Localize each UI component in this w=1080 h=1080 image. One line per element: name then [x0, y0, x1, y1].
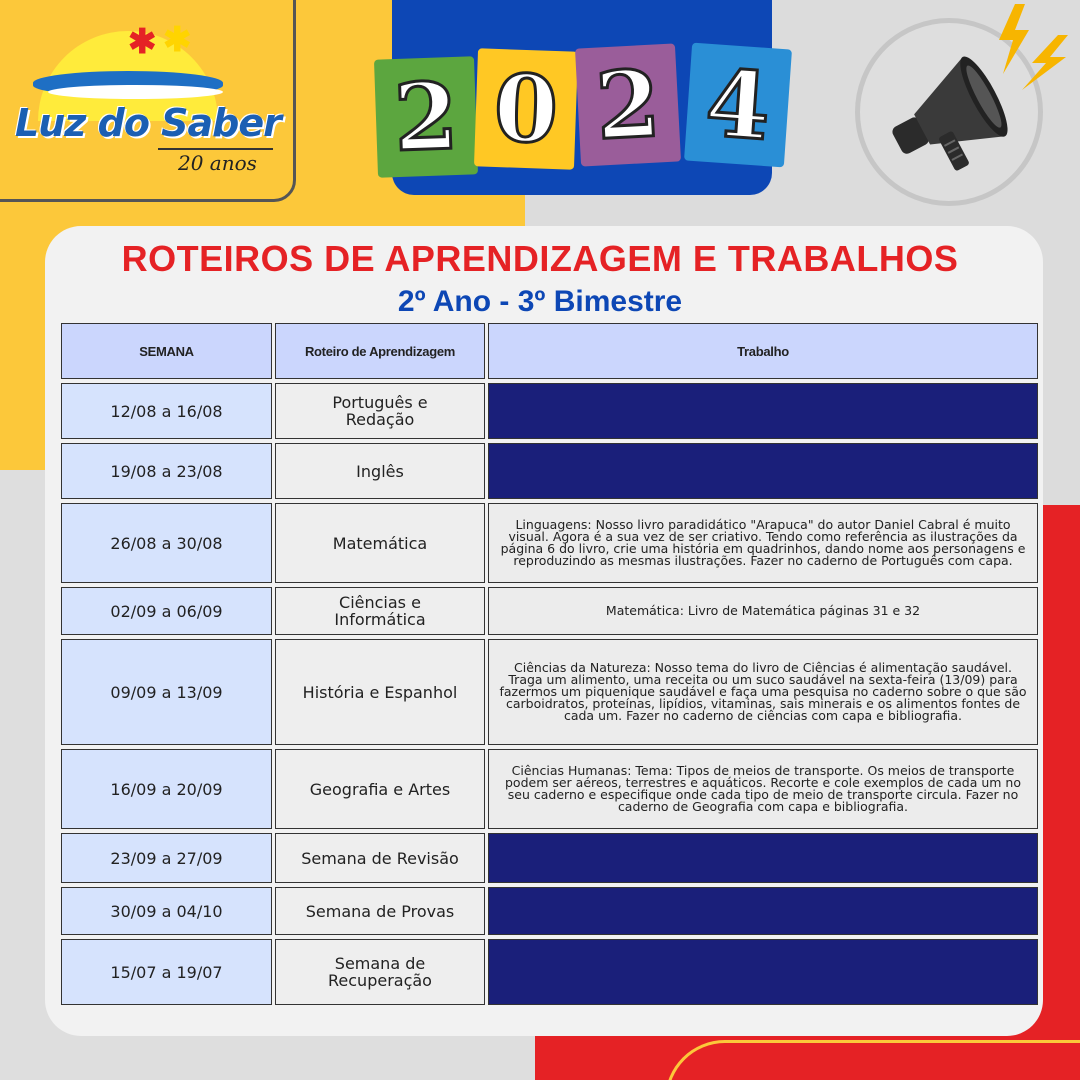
- year-digit: 4: [684, 43, 792, 168]
- subject-cell: Semana de Provas: [275, 887, 485, 935]
- year-digit: 2: [374, 56, 478, 177]
- column-header-assignment: Trabalho: [488, 323, 1038, 379]
- column-header-week: SEMANA: [61, 323, 272, 379]
- child-figure-icon: ✱: [128, 23, 157, 61]
- column-header-learning-path: Roteiro de Aprendizagem: [275, 323, 485, 379]
- assignment-cell: [488, 443, 1038, 499]
- page-title: ROTEIROS DE APRENDIZAGEM E TRABALHOS: [121, 238, 959, 279]
- subject-cell: Semana de Recuperação: [275, 939, 485, 1005]
- subject-cell: Matemática: [275, 503, 485, 583]
- assignment-cell: Ciências Humanas: Tema: Tipos de meios de transporte. Os meios de transporte podem ser aéreos, terrestres e aquáticos. Recorte e cole exemplos de cada um no seu caderno e especifique onde cada tipo de meio de transporte circula. Fazer no caderno de Geografia com capa e bibliografia.: [488, 749, 1038, 829]
- subject-cell: História e Espanhol: [275, 639, 485, 745]
- week-cell: 19/08 a 23/08: [61, 443, 272, 499]
- week-cell: 12/08 a 16/08: [61, 383, 272, 439]
- child-figure-icon: ✱: [163, 21, 192, 59]
- lightning-bolt-icon: [1018, 35, 1070, 90]
- week-cell: 23/09 a 27/09: [61, 833, 272, 883]
- week-cell: 09/09 a 13/09: [61, 639, 272, 745]
- logo-name: Luz do Saber: [15, 101, 281, 145]
- year-digit: 0: [474, 48, 578, 169]
- logo: [0, 0, 296, 202]
- subject-cell: Geografia e Artes: [275, 749, 485, 829]
- assignment-cell: [488, 833, 1038, 883]
- week-cell: 16/09 a 20/09: [61, 749, 272, 829]
- assignment-cell: [488, 887, 1038, 935]
- page-subtitle: 2º Ano - 3º Bimestre: [397, 285, 683, 318]
- week-cell: 26/08 a 30/08: [61, 503, 272, 583]
- assignment-cell: [488, 383, 1038, 439]
- decorative-curve: [665, 1040, 1080, 1080]
- logo-tagline: 20 anos: [178, 151, 257, 175]
- assignment-cell: Matemática: Livro de Matemática páginas 31 e 32: [488, 587, 1038, 635]
- subject-cell: Ciências e Informática: [275, 587, 485, 635]
- subject-cell: Semana de Revisão: [275, 833, 485, 883]
- assignment-cell: [488, 939, 1038, 1005]
- subject-cell: Inglês: [275, 443, 485, 499]
- week-cell: 30/09 a 04/10: [61, 887, 272, 935]
- week-cell: 15/07 a 19/07: [61, 939, 272, 1005]
- subject-cell: Português e Redação: [275, 383, 485, 439]
- assignment-cell: Ciências da Natureza: Nosso tema do livro de Ciências é alimentação saudável. Traga um alimento, uma receita ou um suco saudável na sexta-feira (13/09) para fazermos um piquenique saudável e faça uma pesquisa no caderno sobre o que são carboidratos, proteínas, lipídios, vitaminas, sais minerais e os alimentos fontes de cada um. Fazer no caderno de ciências com capa e bibliografia.: [488, 639, 1038, 745]
- week-cell: 02/09 a 06/09: [61, 587, 272, 635]
- assignment-cell: Linguagens: Nosso livro paradidático "Arapuca" do autor Daniel Cabral é muito visual. Agora é a sua vez de ser criativo. Tendo como referência as ilustrações da página 6 do livro, crie uma história em quadrinhos, dando nome aos personagens e reproduzindo as mesmas ilustrações. Fazer no caderno de Português com capa.: [488, 503, 1038, 583]
- year-digit: 2: [575, 43, 681, 166]
